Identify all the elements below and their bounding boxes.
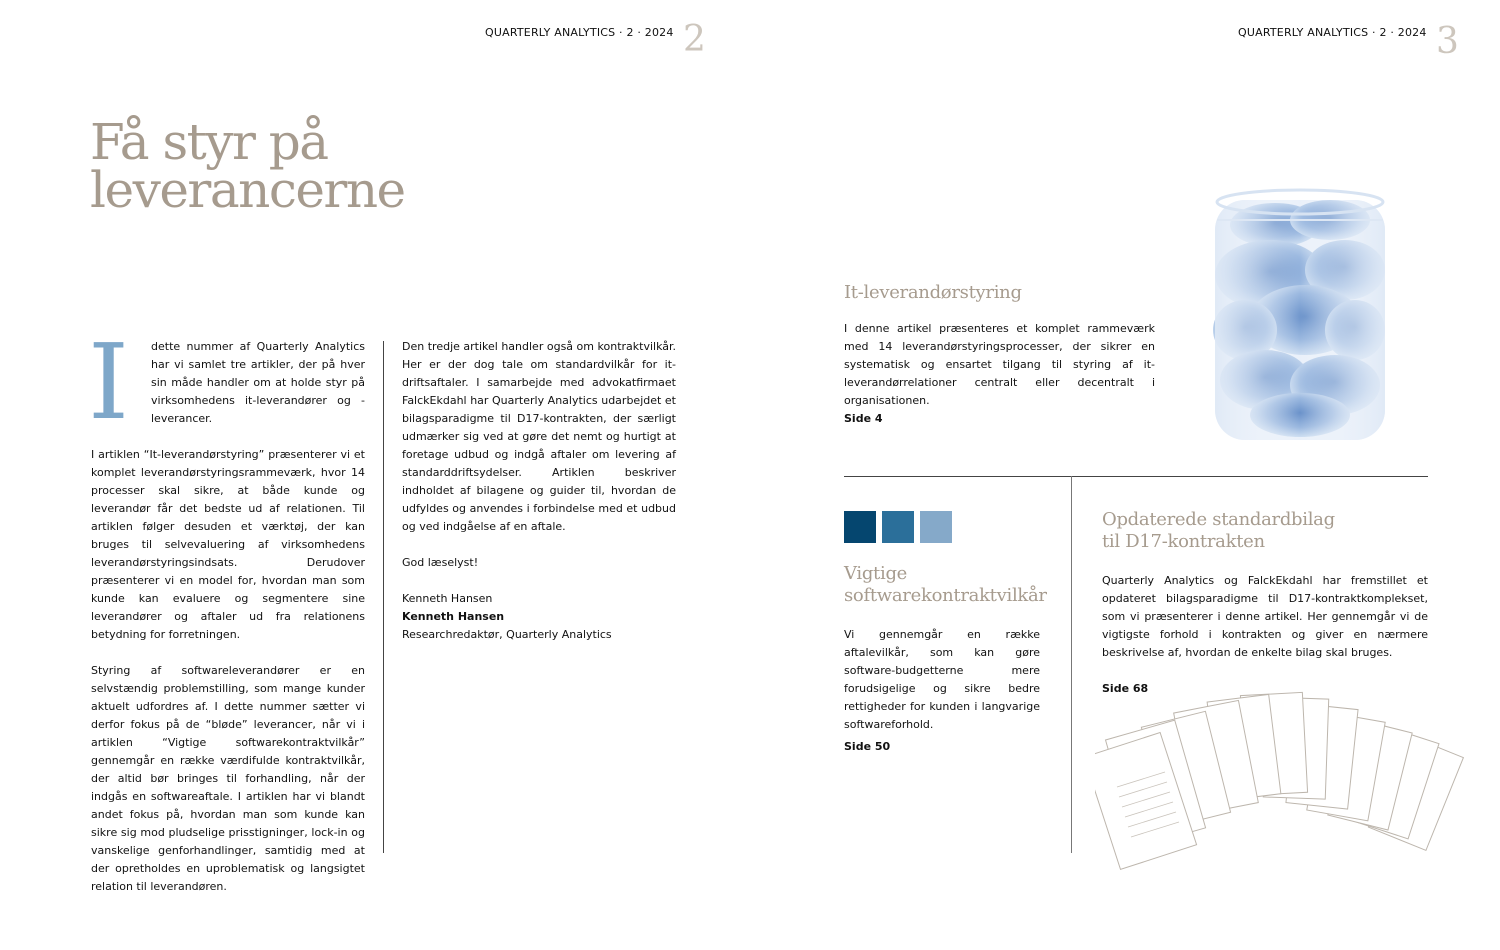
greeting: God læselyst! [402, 556, 479, 569]
title-line-2: leverancerne [90, 161, 405, 219]
article-summary-standardbilag: Quarterly Analytics og FalckEkdahl har fremstillet et opdateret bilagsparadigme til D17-kontraktkomplekset, som vi præsenterer i denne artikel. Her gennemgår vi de vigtigste forhold i kontrakten og giver en nærmere beskrivelse af, hvordan de enkelte bilag skal bruges. [1102, 574, 1428, 659]
section-divider-horizontal [844, 476, 1428, 477]
running-head-left: QUARTERLY ANALYTICS · 2 · 2024 [485, 26, 674, 39]
column-2 [402, 338, 676, 644]
color-swatch-dark-blue [844, 511, 876, 543]
page-ref-side-68[interactable]: Side 68 [1102, 682, 1149, 695]
fanned-documents-illustration [1095, 682, 1465, 872]
section-divider-vertical [1071, 476, 1072, 853]
color-swatch-light-blue [920, 511, 952, 543]
article-heading-it-leverandorstyring[interactable]: It-leverandørstyring [844, 282, 1022, 303]
article-heading-softwarekontraktvilkar[interactable] [844, 563, 1047, 607]
heading-line-1: Vigtige [844, 563, 908, 584]
page-number-left: 2 [683, 19, 706, 60]
signature-name: Kenneth Hansen [402, 610, 505, 623]
signature-role: Researchredaktør, Quarterly Analytics [402, 628, 612, 641]
signature-script: Kenneth Hansen [402, 592, 493, 605]
drop-cap: I [88, 321, 130, 443]
jar-illustration [1205, 180, 1395, 445]
paragraph-it-leverandorstyring: I artiklen “It-leverandørstyring” præsenterer vi et komplet leverandørstyringsrammeværk, hvor 14 processer skal sikre, at både kunde og leverandør får det bedste ud af relationen. Til artiklen følger desuden et værktøj, der kan bruges til selvevaluering af virksomhedens leverandørstyringsindsats. Derudover præsenterer vi en model for, hvordan man som kunde kan evaluere og segmentere sine leverandører og aftaler ud fra relationens betydning for forretningen. [91, 448, 365, 641]
page-ref-side-50[interactable]: Side 50 [844, 740, 891, 753]
color-swatch-mid-blue [882, 511, 914, 543]
title-line-1: Få styr på [90, 113, 328, 171]
page-number-right: 3 [1436, 21, 1459, 62]
page-title [90, 113, 405, 219]
paragraph-third-article: Den tredje artikel handler også om kontraktvilkår. Her er der dog tale om standardvilkår for it-driftsaftaler. I samarbejde med advokatfirmaet FalckEkdahl har Quarterly Analytics udarbejdet et bilagsparadigme til D17-kontrakten, der særligt udmærker sig ved at gøre det nemt og hurtigt at foretage udbud og indgå aftaler om levering af standarddriftsydelser. Artiklen beskriver indholdet af bilagene og guider til, hvordan de udfyldes og anvendes i forbindelse med et udbud og ved indgåelse af en aftale. [402, 340, 676, 533]
article-summary-it-leverandorstyring: I denne artikel præsenteres et komplet rammeværk med 14 leverandørstyringsprocesser, der sikrer en systematisk og ensartet tilgang til styring af it-leverandørrelationer centralt eller decentralt i organisationen. [844, 322, 1155, 407]
column-1 [91, 446, 365, 914]
article-summary-softwarekontraktvilkar: Vi gennemgår en række aftalevilkår, som kan gøre software-budgetterne mere forudsigelige og sikre bedre rettigheder for kunden i langvarige softwareforhold. [844, 628, 1040, 731]
paragraph-softwareleverandorer: Styring af softwareleverandører er en selvstændig problemstilling, som mange kunder aktuelt udfordres af. I dette nummer sætter vi derfor fokus på de “bløde” leverancer, når vi i artiklen “Vigtige softwarekontraktvilkår” gennemgår en række værdifulde kontraktvilkår, der altid bør bringes til forhandling, når der indgås en softwareaftale. I artiklen har vi blandt andet fokus på, hvordan man som kunde kan sikre sig mod pludselige prisstigninger, lock-in og vanskelige genforhandlinger, samtidig med at der opretholdes en uproblematisk og langsigtet relation til leverandøren. [91, 664, 365, 893]
page-ref-side-4[interactable]: Side 4 [844, 412, 883, 425]
jar-image [1205, 180, 1395, 445]
heading-line-2: softwarekontraktvilkår [844, 585, 1047, 606]
running-head-right: QUARTERLY ANALYTICS · 2 · 2024 [1238, 26, 1427, 39]
article-heading-standardbilag[interactable] [1102, 509, 1335, 553]
heading-line-2: til D17-kontrakten [1102, 531, 1265, 552]
intro-paragraph: dette nummer af Quarterly Analytics har vi samlet tre artikler, der på hver sin måde handler om at holde styr på virksomhedens it-leverandører og -leverancer. [151, 340, 365, 425]
column-divider [383, 341, 384, 853]
heading-line-1: Opdaterede standardbilag [1102, 509, 1335, 530]
documents-image [1095, 682, 1465, 872]
